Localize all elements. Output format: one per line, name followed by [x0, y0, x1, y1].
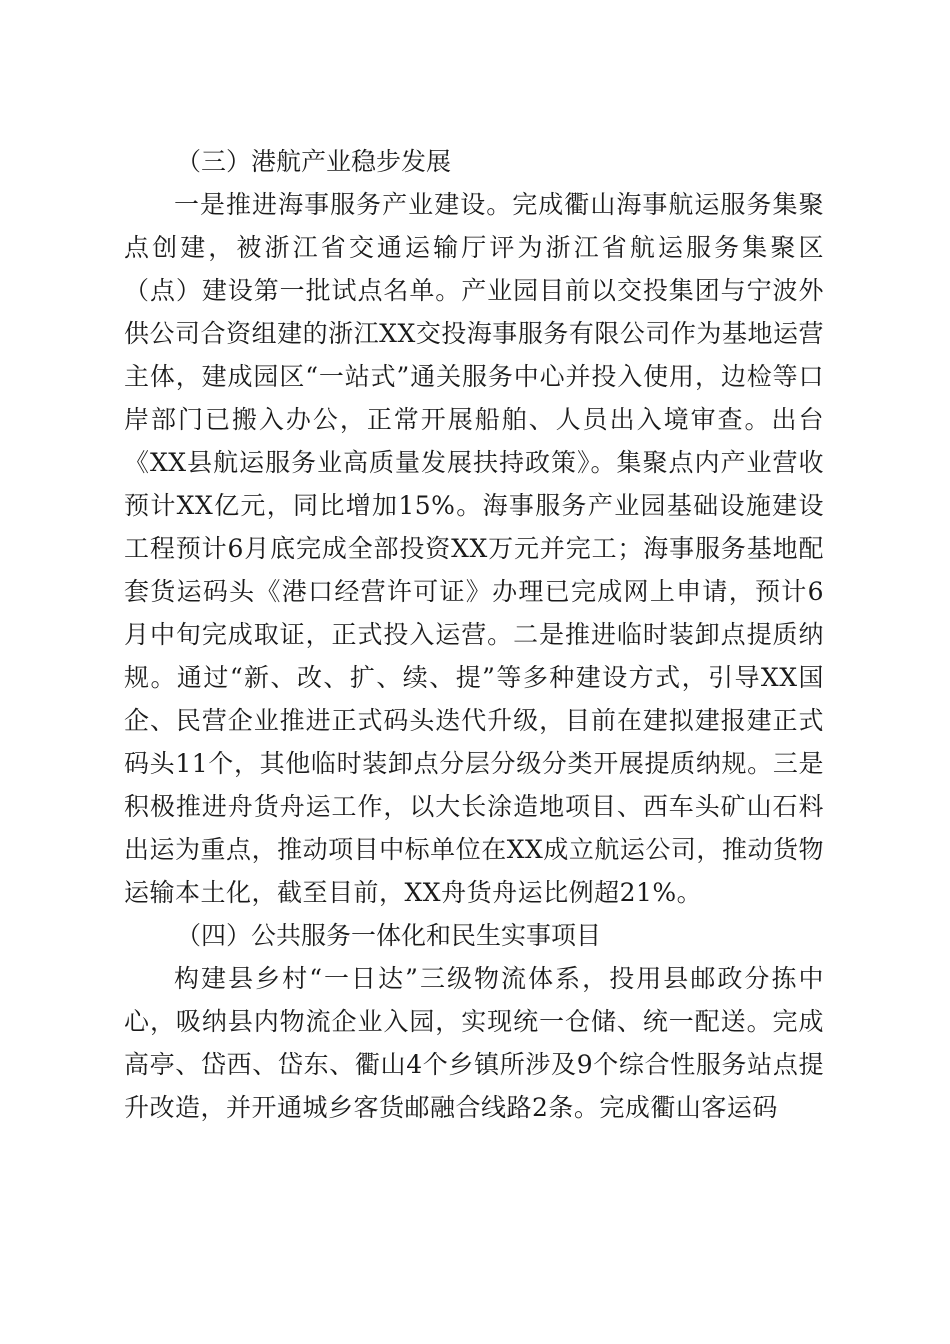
section-4-heading: （四）公共服务一体化和民生实事项目	[176, 921, 602, 950]
section-3-body: 一是推进海事服务产业建设。完成衢山海事航运服务集聚点创建，被浙江省交通运输厅评为浙江省航运服务集聚区（点）建设第一批试点名单。产业园目前以交投集团与宁波外供公司合资组建的浙江XX交投海事服务有限公司作为基地运营主体，建成园区“一站式”通关服务中心并投入使用，边检等口岸部门已搬入办公，正常开展船舶、人员出入境审查。出台《XX县航运服务业高质量发展扶持政策》。集聚点内产业营收预计XX亿元，同比增加15%。海事服务产业园基础设施建设工程预计6月底完成全部投资XX万元并完工；海事服务基地配套货运码头《港口经营许可证》办理已完成网上申请，预计6月中旬完成取证，正式投入运营。二是推进临时装卸点提质纳规。通过“新、改、扩、续、提”等多种建设方式，引导XX国企、民营企业推进正式码头迭代升级，目前在建拟建报建正式码头11个，其他临时装卸点分层分级分类开展提质纳规。三是积极推进舟货舟运工作，以大长涂造地项目、西车头矿山石料出运为重点，推动项目中标单位在XX成立航运公司，推动货物运输本土化，截至目前，XX舟货舟运比例超21%。	[124, 190, 824, 907]
document-page	[124, 140, 824, 1129]
section-3-heading: （三）港航产业稳步发展	[176, 147, 452, 176]
section-4-body: 构建县乡村“一日达”三级物流体系，投用县邮政分拣中心，吸纳县内物流企业入园，实现统一仓储、统一配送。完成高亭、岱西、岱东、衢山4个乡镇所涉及9个综合性服务站点提升改造，并开通城乡客货邮融合线路2条。完成衢山客运码	[124, 964, 824, 1122]
